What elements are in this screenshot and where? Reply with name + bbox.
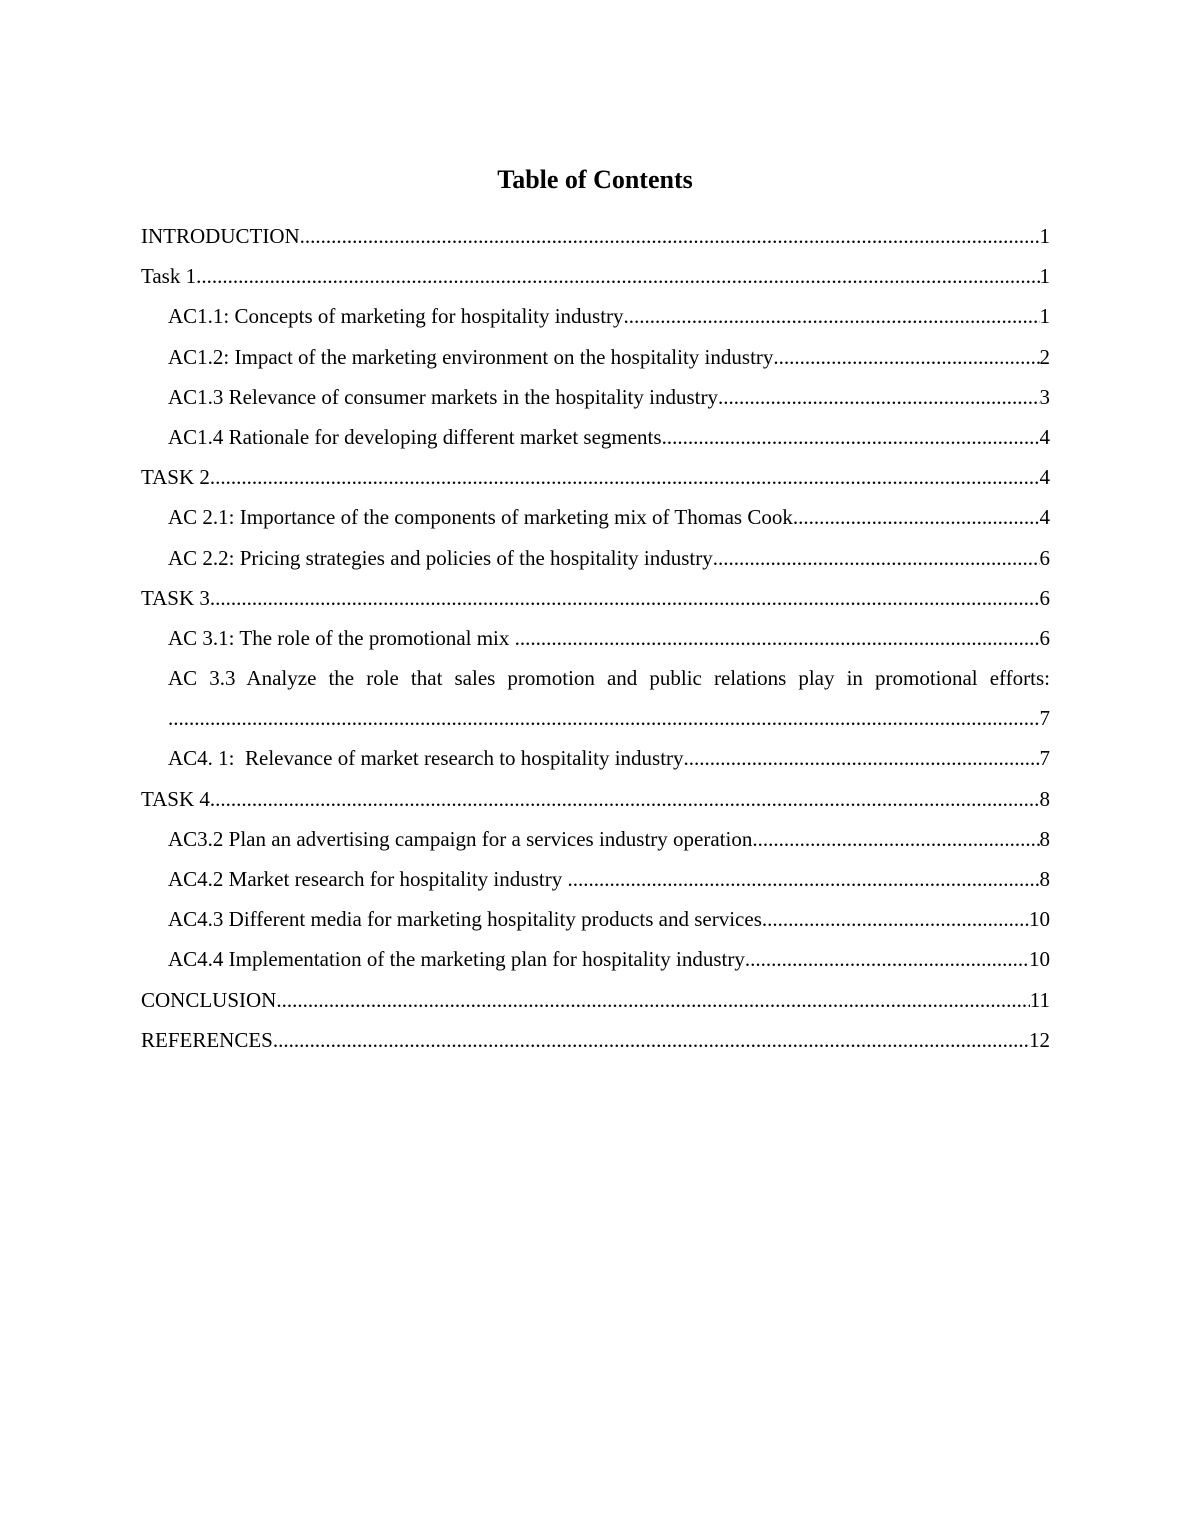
- toc-entry-page-number: 6: [1039, 545, 1050, 570]
- toc-entry-page-number: 1: [1039, 304, 1050, 329]
- toc-entry-page-number: 8: [1039, 867, 1050, 892]
- toc-entry[interactable]: [141, 779, 1050, 819]
- toc-entry[interactable]: [168, 337, 1050, 377]
- toc-entry-page-number: 1: [1039, 264, 1050, 289]
- toc-entry[interactable]: [168, 819, 1050, 859]
- toc-entry-label: AC1.3 Relevance of consumer markets in the hospitality industry: [168, 384, 718, 409]
- toc-entry[interactable]: [141, 216, 1050, 256]
- toc-entry-page-number: 8: [1039, 786, 1050, 811]
- toc-entry-label: TASK 4: [141, 786, 210, 811]
- toc-entry-label: AC1.2: Impact of the marketing environment on the hospitality industry: [168, 344, 774, 369]
- toc-entry-label: TASK 2: [141, 465, 210, 490]
- toc-entry-label: AC4.4 Implementation of the marketing plan for hospitality industry: [168, 947, 745, 972]
- toc-dot-leader: [773, 337, 1039, 377]
- toc-entry[interactable]: [168, 538, 1050, 578]
- toc-dot-leader: [793, 497, 1040, 537]
- toc-entry-label: REFERENCES: [141, 1027, 273, 1052]
- toc-entry-page-number: 12: [1029, 1027, 1050, 1052]
- toc-dot-leader: [515, 618, 1040, 658]
- toc-entry[interactable]: [168, 738, 1050, 778]
- toc-entry[interactable]: [168, 939, 1050, 979]
- toc-entry[interactable]: [141, 256, 1050, 296]
- toc-entry-label: AC 3.1: The role of the promotional mix: [168, 625, 515, 650]
- toc-entry[interactable]: [141, 457, 1050, 497]
- toc-entry[interactable]: [168, 618, 1050, 658]
- toc-dot-leader: [276, 980, 1029, 1020]
- toc-entry[interactable]: [168, 377, 1050, 417]
- toc-entry-page-number: 10: [1029, 907, 1050, 932]
- toc-entry-label: AC4.2 Market research for hospitality industry: [168, 867, 568, 892]
- toc-entry[interactable]: [168, 417, 1050, 457]
- toc-dot-leader: [752, 819, 1039, 859]
- toc-entry-page-number: 8: [1039, 826, 1050, 851]
- toc-title: Table of Contents: [497, 165, 693, 194]
- toc-entry-page-number: 3: [1039, 384, 1050, 409]
- toc-entry[interactable]: [168, 859, 1050, 899]
- toc-entry-label: AC4.3 Different media for marketing hospitality products and services: [168, 907, 762, 932]
- toc-entry-label: CONCLUSION: [141, 987, 277, 1012]
- toc-entry-label: AC 3.3 Analyze the role that sales promotion and public relations play in promotional efforts:: [168, 666, 1050, 691]
- toc-dot-leader: [210, 578, 1040, 618]
- toc-entry-label: AC 2.2: Pricing strategies and policies of the hospitality industry: [168, 545, 713, 570]
- toc-dot-leader: [745, 939, 1029, 979]
- toc-entry-page-number: 7: [1039, 746, 1050, 771]
- toc-entry-label: AC3.2 Plan an advertising campaign for a services industry operation: [168, 826, 753, 851]
- toc-dot-leader: [684, 738, 1040, 778]
- toc-dot-leader: [624, 296, 1040, 336]
- toc-entry-label: AC1.1: Concepts of marketing for hospitality industry: [168, 304, 624, 329]
- toc-entry[interactable]: [141, 578, 1050, 618]
- toc-dot-leader: [718, 377, 1040, 417]
- toc-dot-leader: [210, 457, 1040, 497]
- toc-dot-leader: [568, 859, 1040, 899]
- toc-entry-page-number: 11: [1029, 987, 1050, 1012]
- toc-list: [141, 216, 1050, 1060]
- toc-entry[interactable]: [141, 1020, 1050, 1060]
- toc-entry-page-number: 7: [1039, 706, 1050, 731]
- toc-entry[interactable]: [141, 980, 1050, 1020]
- toc-dot-leader: [273, 1020, 1029, 1060]
- toc-dot-leader: [300, 216, 1040, 256]
- toc-entry-label: AC 2.1: Importance of the components of marketing mix of Thomas Cook: [168, 505, 793, 530]
- toc-entry-page-number: 6: [1039, 585, 1050, 610]
- toc-dot-leader: [168, 698, 1040, 738]
- toc-entry-page-number: 4: [1039, 424, 1050, 449]
- toc-entry-page-number: 4: [1039, 505, 1050, 530]
- toc-dot-leader: [713, 538, 1040, 578]
- toc-entry[interactable]: [168, 296, 1050, 336]
- toc-entry-label: AC1.4 Rationale for developing different market segments: [168, 424, 662, 449]
- toc-entry-label: TASK 3: [141, 585, 210, 610]
- toc-entry-page-number: 10: [1029, 947, 1050, 972]
- toc-entry[interactable]: [168, 658, 1050, 738]
- toc-entry-label: Task 1: [141, 264, 197, 289]
- toc-dot-leader: [662, 417, 1040, 457]
- toc-entry-page-number: 2: [1039, 344, 1050, 369]
- toc-entry[interactable]: [168, 497, 1050, 537]
- toc-dot-leader: [210, 779, 1040, 819]
- toc-entry-label: INTRODUCTION: [141, 224, 300, 248]
- toc-entry-page-number: 4: [1039, 465, 1050, 490]
- toc-dot-leader: [762, 899, 1029, 939]
- toc-entry-page-number: 1: [1039, 224, 1050, 248]
- toc-entry-label: AC4. 1: Relevance of market research to hospitality industry: [168, 746, 684, 771]
- toc-dot-leader: [196, 256, 1039, 296]
- toc-entry[interactable]: [168, 899, 1050, 939]
- toc-entry-page-number: 6: [1039, 625, 1050, 650]
